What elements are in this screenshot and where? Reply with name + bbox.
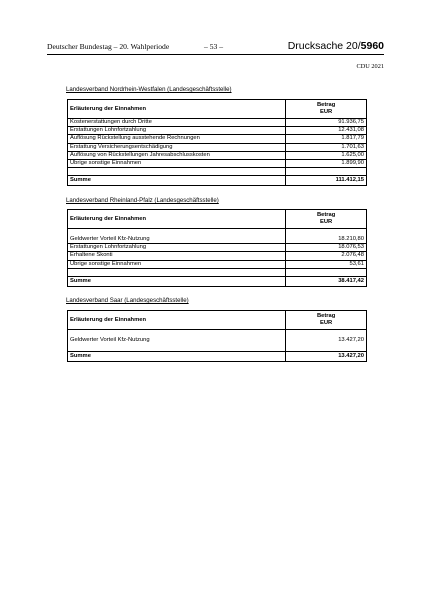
page-header (47, 40, 384, 55)
section-title-nrw: Landesverband Nordrhein-Westfalen (Landesgeschäftsstelle) (66, 86, 232, 93)
column-header-amount: Betrag EUR (286, 311, 367, 330)
sum-row: Summe 13.427,20 (68, 352, 367, 362)
column-header-description: Erläuterung der Einnahmen (68, 311, 286, 330)
table-row: Geldwerter Vorteil Kfz-Nutzung 13.427,20 (68, 337, 367, 344)
table-row: Kostenerstattungen durch Dritte 91.936,75 (68, 119, 367, 127)
column-header-description: Erläuterung der Einnahmen (68, 100, 286, 119)
section-title-saar: Landesverband Saar (Landesgeschäftsstelle) (66, 297, 189, 304)
section-title-rlp: Landesverband Rheinland-Pfalz (Landesgeschäftsstelle) (66, 197, 219, 204)
income-table-saar (67, 310, 367, 362)
income-table-rlp (67, 209, 367, 287)
sum-row: Summe 111.412,15 (68, 176, 367, 186)
table-row: Erstattungen Lohnfortzahlung 12.431,08 (68, 127, 367, 135)
table-row: Erstattungen Lohnfortzahlung 18.076,53 (68, 244, 367, 252)
document-prefix: Drucksache 20/ (287, 40, 361, 52)
income-table-nrw (67, 99, 367, 186)
document-id: 5960 (360, 40, 384, 52)
document-number (288, 40, 384, 52)
column-header-amount: Betrag EUR (286, 210, 367, 229)
table-row: Übrige sonstige Einnahmen 1.899,90 (68, 160, 367, 168)
table-row: Auflösung Rückstellung ausstehende Rechnungen 1.817,79 (68, 135, 367, 143)
table-row: Geldwerter Vorteil Kfz-Nutzung 18.210,80 (68, 236, 367, 244)
column-header-amount: Betrag EUR (286, 100, 367, 119)
column-header-description: Erläuterung der Einnahmen (68, 210, 286, 229)
parliament-label: Deutscher Bundestag – 20. Wahlperiode (47, 42, 170, 51)
table-row: Erstattung Versicherungsentschädigung 1.701,63 (68, 143, 367, 151)
page-number: – 53 – (204, 42, 223, 51)
sum-row: Summe 38.417,42 (68, 276, 367, 286)
table-row: Auflösung von Rückstellungen Jahresabschlusskosten 1.625,00 (68, 151, 367, 159)
party-year-label: CDU 2021 (356, 63, 384, 70)
table-row: Übrige sonstige Einnahmen 53,61 (68, 260, 367, 268)
table-row: Erhaltene Skonti 2.076,48 (68, 252, 367, 260)
